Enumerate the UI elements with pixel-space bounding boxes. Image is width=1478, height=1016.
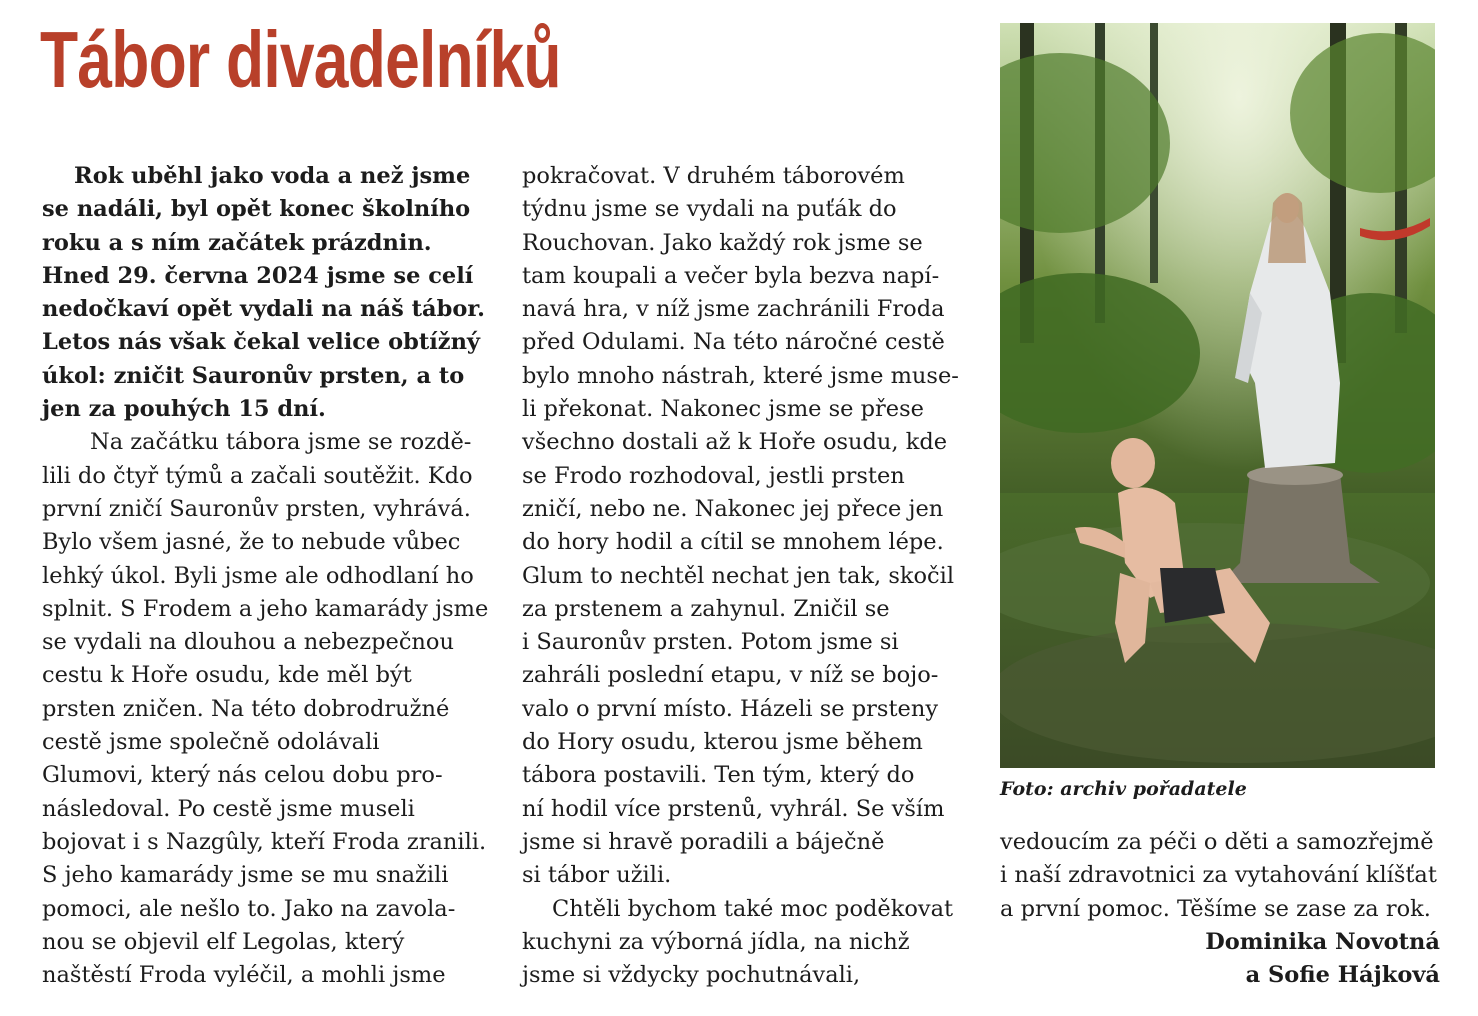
lead-line: roku a s ním začátek prázdnin.	[42, 229, 432, 256]
text-line: naštěstí Froda vyléčil, a mohli jsme	[42, 962, 446, 989]
photo-caption: Foto: archiv pořadatele	[1000, 778, 1247, 800]
lead-line: Rok uběhl jako voda a než jsme	[74, 163, 471, 189]
body-paragraph	[42, 426, 489, 992]
text-line: pokračovat. V druhém táborovém	[522, 163, 905, 189]
text-line: Chtěli bychom také moc poděkovat	[552, 895, 954, 922]
text-line: se vydali na dlouhou a nebezpečnou	[42, 629, 454, 656]
text-line: do hory hodil a cítil se mnohem lépe.	[522, 529, 944, 556]
text-line: bojovat i s Nazgûly, kteří Froda zranili.	[42, 828, 487, 855]
text-line: Na začátku tábora jsme se rozdě-	[90, 429, 472, 456]
text-line: první zničí Sauronův prsten, vyhrává.	[42, 495, 471, 522]
text-line: cestě jsme společně odolávali	[42, 729, 380, 756]
text-line: i Sauronův prsten. Potom jsme si	[522, 629, 899, 656]
lead-paragraph	[42, 160, 485, 426]
lead-line: nedočkaví opět vydali na náš tábor.	[42, 296, 485, 323]
text-line: li překonat. Nakonec jsme se přese	[522, 396, 924, 423]
text-line: valo o první místo. Házeli se prsteny	[522, 695, 939, 722]
text-line: všechno dostali až k Hoře osudu, kde	[522, 429, 948, 456]
text-line: jsme si vždycky pochutnávali,	[522, 962, 861, 989]
lead-line: se nadáli, byl opět konec školního	[42, 196, 471, 223]
lead-line: Letos nás však čekal velice obtížný	[42, 329, 481, 356]
text-line: splnit. S Frodem a jeho kamarády jsme	[42, 595, 489, 622]
text-line: lehký úkol. Byli jsme ale odhodlaní ho	[42, 562, 474, 589]
text-line: tábora postavili. Ten tým, který do	[522, 762, 915, 789]
lead-line: jen za pouhých 15 dní.	[42, 396, 326, 423]
article-column-1	[42, 160, 489, 992]
text-line: týdnu jsme se vydali na puťák do	[522, 196, 897, 223]
text-line: kuchyni za výborná jídla, na nichž	[522, 928, 910, 955]
text-line: Rouchovan. Jako každý rok jsme se	[522, 229, 923, 256]
text-line: vedoucím za péči o děti a samozřejmě	[1000, 829, 1434, 855]
text-line: jsme si hravě poradili a báječně	[522, 828, 885, 855]
text-line: navá hra, v níž jsme zachránili Froda	[522, 296, 945, 323]
text-line: lili do čtyř týmů a začali soutěžit. Kdo	[42, 462, 473, 489]
body-paragraph	[522, 893, 962, 993]
article-column-2	[522, 160, 962, 992]
body-paragraph	[522, 160, 962, 893]
text-line: ní hodil více prstenů, vyhrál. Se vším	[522, 795, 945, 822]
article-title: Tábor divadelníků	[40, 15, 561, 104]
text-line: cestu k Hoře osudu, kde měl být	[42, 662, 412, 689]
text-line: bylo mnoho nástrah, které jsme muse-	[522, 362, 959, 389]
article-photo	[1000, 23, 1435, 768]
author-name: Dominika Novotná	[1205, 928, 1440, 955]
article-column-3	[1000, 826, 1440, 992]
text-line: do Hory osudu, kterou jsme během	[522, 729, 923, 756]
text-line: Bylo všem jasné, že to nebude vůbec	[42, 529, 461, 556]
text-line: Glum to nechtěl nechat jen tak, skočil	[522, 562, 955, 589]
text-line: prsten zničen. Na této dobrodružné	[42, 695, 450, 722]
text-line: pomoci, ale nešlo to. Jako na zavola-	[42, 895, 456, 922]
text-line: si tábor užili.	[522, 862, 672, 889]
text-line: zničí, nebo ne. Nakonec jej přece jen	[522, 495, 944, 522]
text-line: tam koupali a večer byla bezva napí-	[522, 262, 940, 289]
text-line: Glumovi, který nás celou dobu pro-	[42, 762, 443, 789]
text-line: i naší zdravotnici za vytahování klíšťat	[1000, 862, 1437, 889]
text-line: S jeho kamarády jsme se mu snažili	[42, 862, 449, 889]
text-line: zahráli poslední etapu, v níž se bojo-	[522, 662, 939, 689]
text-line: za prstenem a zahynul. Zničil se	[522, 595, 890, 622]
text-line: následoval. Po cestě jsme museli	[42, 795, 415, 822]
text-line: nou se objevil elf Legolas, který	[42, 928, 405, 955]
lead-line: Hned 29. června 2024 jsme se celí	[42, 262, 474, 289]
text-line: a první pomoc. Těšíme se zase za rok.	[1000, 895, 1431, 922]
lead-line: úkol: zničit Sauronův prsten, a to	[42, 362, 465, 389]
author-name: a Sofie Hájková	[1245, 962, 1440, 989]
text-line: před Odulami. Na této náročné cestě	[522, 329, 945, 356]
text-line: se Frodo rozhodoval, jestli prsten	[522, 462, 905, 489]
